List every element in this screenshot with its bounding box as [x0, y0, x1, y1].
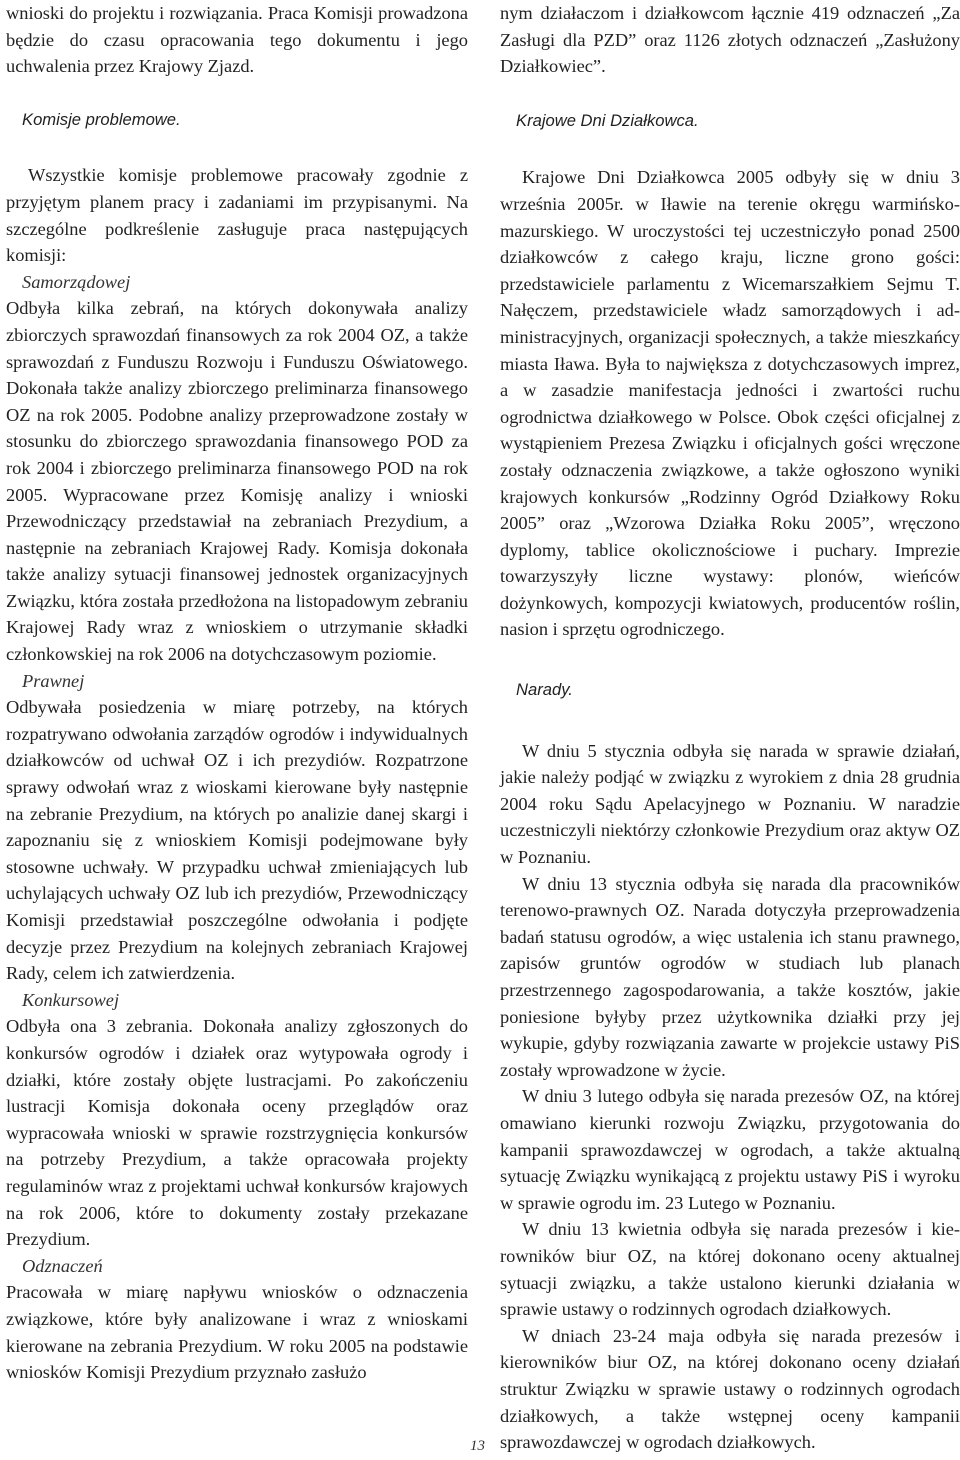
narada-paragraph: W dniu 13 stycznia odbyła się narada dla pracowników terenowo-prawnych OZ. Narada dotyczyła przeprowadzenia badań statusu ogrodów, a więc ustalenia ich stanu prawnego, zapisów gruntów ogrodów w studiach lub planach przestrzennego zagospodarowania, a także kosztów, jakie poniesione byłyby przez użytkownika działki przy jej wykupie, gdyby rozwiązania zawarte w projekcie ustawy PiS zostały wprowadzone w życie. [500, 873, 960, 1080]
narada-paragraph: W dniu 3 lutego odbyła się narada prezesów OZ, na której omawiano kierunki rozwoju Związku, przygotowania do kampanii sprawozdawczej w ogrodach, a także aktualną sytuację Związku wynikającą z projektu ustawy PiS i wyroku w sprawie ogrodu im. 23 Lutego w Poznaniu. [500, 1086, 960, 1213]
narada-paragraph: W dniach 23-24 maja odbyła się narada prezesów i kierowników biur OZ, na której dokonano oceny działań struktur Związku w sprawie ustawy o rodzinnych ogrodach działkowych, a także wstępnej oceny kampanii sprawozdawczej w ogrodach działkowych. [500, 1325, 960, 1453]
right-intro-continuation: nym działaczom i działkowcom łącznie 419 odznaczeń „Za Zasługi dla PZD” oraz 1126 złotych odznaczeń „Zasłużony Działkowiec”. [500, 3, 960, 77]
right-column [500, 0, 960, 1456]
section-heading-narady: Narady. [516, 680, 573, 700]
section-heading-krajowe-dni: Krajowe Dni Działkowca. [516, 110, 699, 130]
samorzadowa-text: Odbyła kilka zebrań, na których dokonywała analizy zbiorczych sprawozdań finansowych za rok 2004 OZ, a także sprawozdań z Funduszu Rozwoju i Funduszu Oświatowego. Dokonała także analizy zbiorczego preliminarza finansowego OZ na rok 2005. Podobne analizy przeprowadzone zostały w stosunku do zbiorczego sprawozdania finansowego POD za rok 2004 i zbiorczego preliminarza finansowego POD na rok 2005. Wypracowane przez Komisję analizy i wnioski Przewodniczący przedstawiał na zebraniach Prezydium, a następnie na zebraniach Krajowej Rady. Komisja dokonała także analizy sytuacji finansowej jednostek organizacyjnych Związku, która została przedłożona na listopadowym zebraniu Krajowej Rady wraz z wnioskiem o utrzymanie składki członkowskiej na rok 2006 na dotychczasowym poziomie. [6, 298, 468, 665]
prawna-text: Odbywała posiedzenia w miarę potrzeby, na których rozpatrywano odwołania zarządów ogrodów i indywidualnych działkowców od uchwał OZ i ich prezydiów. Rozpatrzone sprawy odwołań wraz z wioskami kierowane były następnie na zebranie Prezydium, na których po analizie danej skargi i zapoznaniu się z wnioskiem Komisji podejmowane były stosowne uchwały. W przypadku uchwał zmieniających lub uchylających uchwały OZ lub ich prezydiów, Przewodniczący Komisji przedstawiał poszczególne odwołania i podjęte decyzje przez Prezydium na kolejnych zebraniach Krajowej Rady, celem ich zatwierdzenia. [6, 697, 468, 984]
page-number: 13 [470, 1438, 485, 1454]
konkursowa-text: Odbyła ona 3 zebrania. Dokonała analizy zgłoszonych do konkursów ogrodów i działek oraz wytypowała ogrody i działki, które zostały objęte lustracjami. Po zakończeniu lustracji Komisja dokonała oceny przeglądów oraz wypracowała wnioski w sprawie rozstrzygnięcia konkursów na potrzeby Prezydium, a także opracowała projekty regulaminów wraz z projektami uchwał konkursów krajowych na rok 2006, które to dokumenty zostały przekazane Prezydium. [6, 1016, 468, 1250]
krajowe-dni-text: Krajowe Dni Działkowca 2005 odbyły się w dniu 3 września 2005r. w Iławie na terenie okręgu warmińsko-mazurskiego. W uroczystości tej uczestniczyło ponad 2500 działkowców z całego kraju, liczne grono gości: przedstawiciele parlamentu z Wicemarszałkiem Sejmu T. Nałęczem, przedstawiciele władz samorządowych i administracyjnych, organizacji społecznych, a także mieszkańcy miasta Iława. Była to największa z dotychczasowych imprez, a w zasadzie manifestacja jedności i zwartości ruchu ogrodnictwa działkowego w Polsce. Obok części oficjalnej z wystąpieniem Prezesa Związku i oficjalnych gości wręczone zostały odznaczenia związkowe, a także ogłoszono wyniki krajowych konkursów „Rodzinny Ogród Działkowy Roku 2005” oraz „Wzorowa Działka Roku 2005”, wręczono dyplomy, tablice okolicznościowe i puchary. Imprezie towarzyszyły liczne wystawy: plonów, wieńców dożynkowych, kompozycji kwiatowych, producentów roślin, nasion i sprzętu ogrodniczego. [500, 167, 960, 640]
narada-paragraph: W dniu 5 stycznia odbyła się narada w sprawie działań, jakie należy podjąć w związku z wyrokiem z dnia 28 grudnia 2004 roku Sądu Apelacyjnego w Poznaniu. W naradzie uczestniczyli niektórzy członkowie Prezydium oraz aktyw OZ w Poznaniu. [500, 740, 960, 868]
section-heading-komisje: Komisje problemowe. [22, 109, 181, 129]
left-intro-continuation: wnioski do projektu i rozwiązania. Praca Komisji prowadzona będzie do czasu opracowania tego dokumentu i jego uchwalenia przez Krajowy Zjazd. [6, 3, 468, 77]
subheading-odznaczen: Odznaczeń [22, 1255, 103, 1276]
subheading-samorzadowa: Samorządowej [22, 271, 131, 292]
odznaczen-text: Pracowała w miarę napływu wniosków o odznaczenia związkowe, które były analizowane i wraz z wnioskami kierowane na zebrania Prezydium. W roku 2005 na podstawie wniosków Komisji Prezydium przyznało zasłużo [6, 1282, 468, 1383]
subheading-prawna: Prawnej [22, 670, 85, 691]
subheading-konkursowa: Konkursowej [22, 989, 120, 1010]
komisje-intro: Wszystkie komisje problemowe pracowały zgodnie z przyjętym planem pracy i zadaniami im przypisanymi. Na szczególne podkreślenie zasługuje praca następujących komisji: [6, 165, 468, 266]
left-column [6, 0, 468, 1386]
narada-paragraph: W dniu 13 kwietnia odbyła się narada prezesów i kierowników biur OZ, na której dokonano oceny aktualnej sytuacji związku, a także ustalono kierunki działania w sprawie ustawy o rodzinnych ogrodach działkowych. [500, 1219, 960, 1320]
